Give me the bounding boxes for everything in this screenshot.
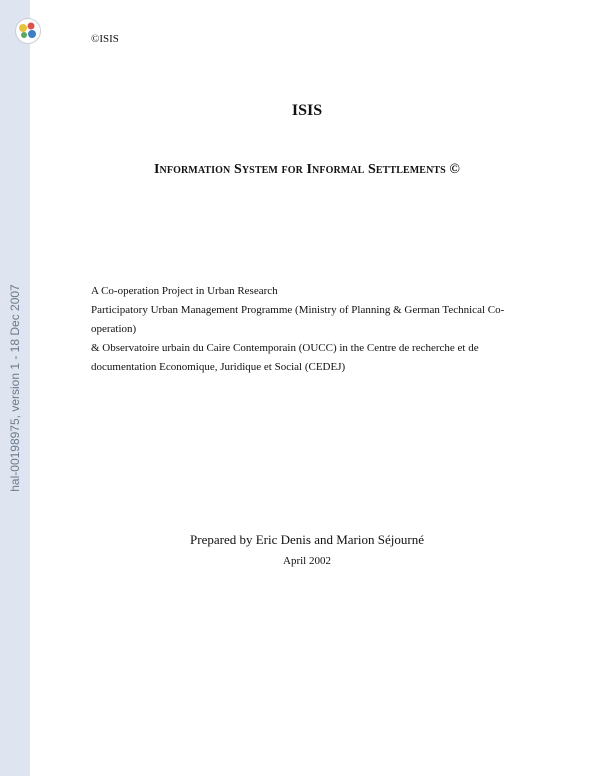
project-line: Participatory Urban Management Programme (Ministry of Planning & German Technical Co-operation) [91,304,505,335]
project-line: & Observatoire urbain du Caire Contemporain (OUCC) in the Centre de recherche et de documentation Economique, Juridique et Social (CEDEJ) [91,342,479,373]
authors-line: Prepared by Eric Denis and Marion Séjourné [190,532,424,547]
publication-date: April 2002 [283,555,331,567]
document-subtitle: Information System for Informal Settlements © [154,162,460,177]
project-description [91,282,521,377]
copyright-notice: ©ISIS [91,33,119,45]
project-line: A Co-operation Project in Urban Research [91,285,278,297]
hal-logo-icon [14,17,42,45]
archive-id-label: hal-00198975, version 1 - 18 Dec 2007 [8,284,22,492]
document-title: ISIS [291,102,323,119]
